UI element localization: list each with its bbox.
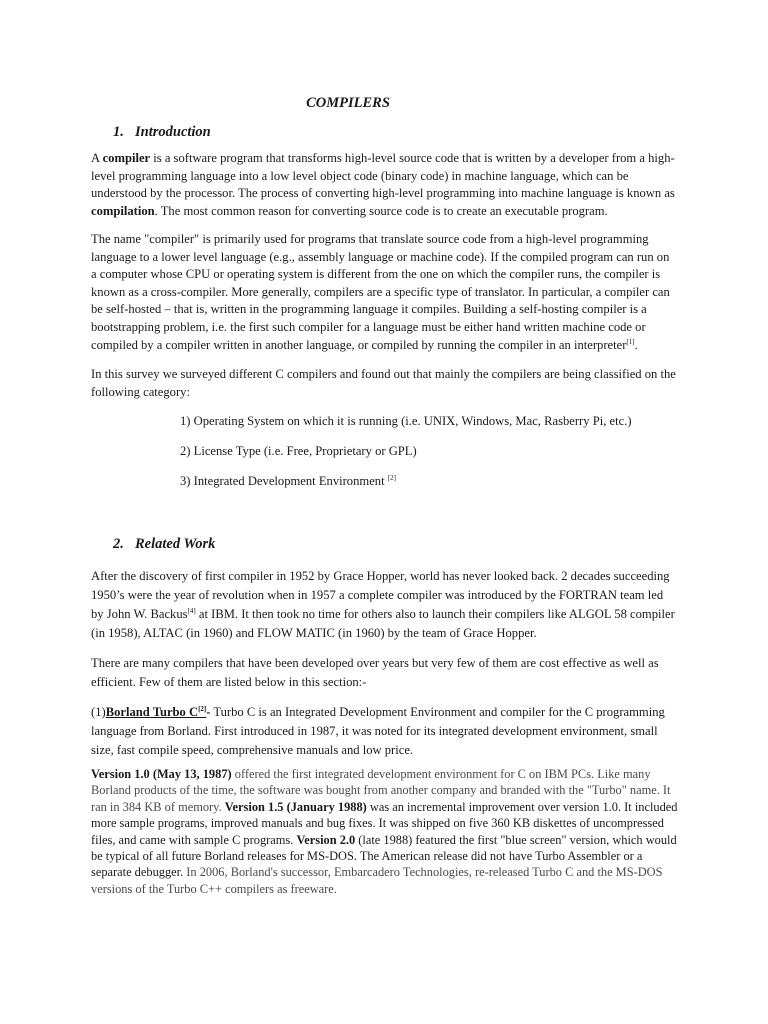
text-run: A bbox=[91, 151, 103, 165]
item-number: (1) bbox=[91, 705, 106, 719]
reference-marker: [2] bbox=[198, 704, 207, 713]
related-paragraph-2: There are many compilers that have been developed over years but very few of them are cost effective as well as efficient. Few of them are listed below in this section:- bbox=[91, 656, 659, 689]
text-run: (late 1988) featured the first "blue screen" version, which would be typical of all future Borland releases for MS-DOS. The American release did not have Turbo Assembler or a separate debugger. bbox=[91, 832, 677, 880]
compiler-name-borland-turbo-c bbox=[106, 705, 207, 719]
document-title: COMPILERS bbox=[306, 95, 390, 111]
list-item-text: 2) License Type (i.e. Free, Proprietary or GPL) bbox=[180, 444, 417, 458]
version-label: Version 1.0 (May 13, 1987) bbox=[91, 767, 232, 781]
version-label: Version 1.5 (January 1988) bbox=[224, 799, 367, 814]
dash: - bbox=[206, 705, 211, 719]
list-item-text: 1) Operating System on which it is running (i.e. UNIX, Windows, Mac, Rasberry Pi, etc.) bbox=[180, 414, 632, 428]
section-number: 2. bbox=[113, 536, 124, 552]
reference-marker: [2] bbox=[387, 473, 396, 482]
list-item-text: 3) Integrated Development Environment bbox=[180, 474, 388, 488]
compiler-name: Borland Turbo C bbox=[105, 705, 199, 719]
text-run: The name "compiler" is primarily used for programs that translate source code from a high-level programming language to a lower level language (e.g., assembly language or machine code). If the compiled program can run on a computer whose CPU or operating system is different from the one on which the compiler runs, the compiler is known as a cross-compiler. More generally, compilers are a specific type of translator. In particular, a compiler can be self-hosted – that is, written in the programming language it compiles. Building a self-hosting compiler is a bootstrapping problem, i.e. the first such compiler for a language must be either hand written machine code or compiled by a compiler written in another language, or compiled by running the compiler in an interpreter bbox=[91, 232, 670, 352]
section-number: 1. bbox=[113, 124, 124, 140]
intro-paragraph-3: In this survey we surveyed different C compilers and found out that mainly the compilers are being classified on the following category: bbox=[91, 367, 676, 399]
intro-paragraph-2 bbox=[91, 231, 678, 354]
text-run: offered the first integrated development environment for C on IBM PCs. Like many Borland products of the time, the software was bought from another company and branded with the "Turbo" name. It ran in 384 KB of memory. bbox=[91, 767, 671, 814]
text-run: Turbo C is an Integrated Development Environment and compiler for the C programming language from Borland. First introduced in 1987, it was noted for its integrated development environment, small size, fast compile speed, comprehensive manuals and low price. bbox=[91, 705, 665, 757]
section-heading-introduction bbox=[113, 124, 211, 141]
category-list-item bbox=[180, 473, 396, 490]
version-label: Version 2.0 bbox=[296, 832, 356, 847]
text-run: In 2006, Borland's successor, Embarcadero Technologies, re-released Turbo C and the MS-DOS versions of the Turbo C++ compilers as freeware. bbox=[91, 865, 663, 896]
text-run: is a software program that transforms high-level source code that is written by a developer from a high-level programming language into a low level object code (binary code) in machine language, which can be understood by the processor. The process of converting high-level programming into machine language is known as bbox=[91, 151, 675, 201]
section-title: Introduction bbox=[135, 124, 211, 140]
text-run: . bbox=[634, 337, 638, 352]
related-paragraph-1 bbox=[91, 567, 678, 643]
term-compilation: compilation bbox=[91, 203, 155, 218]
section-title: Related Work bbox=[135, 536, 216, 552]
text-run: After the discovery of first compiler in 1952 by Grace Hopper, world has never looked back. 2 decades succeeding 1950’s were the year of revolution when in 1957 a complete compiler was introduced by the FORTRAN team led by John W. Backus bbox=[91, 569, 670, 621]
text-run: at IBM. It then took no time for others also to launch their compilers like ALGOL 58 compiler (in 1958), ALTAC (in 1960) and FLOW MATIC (in 1960) by the team of Grace Hopper. bbox=[91, 607, 675, 640]
text-run: was an incremental improvement over version 1.0. It included more sample programs, improved manuals and bug fixes. It was shipped on five 360 KB diskettes of uncompressed files, and came with sample C programs. bbox=[91, 799, 678, 847]
reference-marker: [4] bbox=[187, 606, 196, 615]
term-compiler: compiler bbox=[102, 151, 151, 165]
reference-marker: [1] bbox=[626, 337, 635, 346]
category-list-item bbox=[180, 443, 417, 460]
related-paragraph-4 bbox=[91, 766, 678, 897]
intro-paragraph-1 bbox=[91, 150, 678, 220]
section-heading-related-work bbox=[113, 536, 215, 553]
related-paragraph-3 bbox=[91, 703, 678, 760]
category-list-item bbox=[180, 413, 632, 430]
text-run: . The most common reason for converting source code is to create an executable program. bbox=[154, 203, 608, 218]
